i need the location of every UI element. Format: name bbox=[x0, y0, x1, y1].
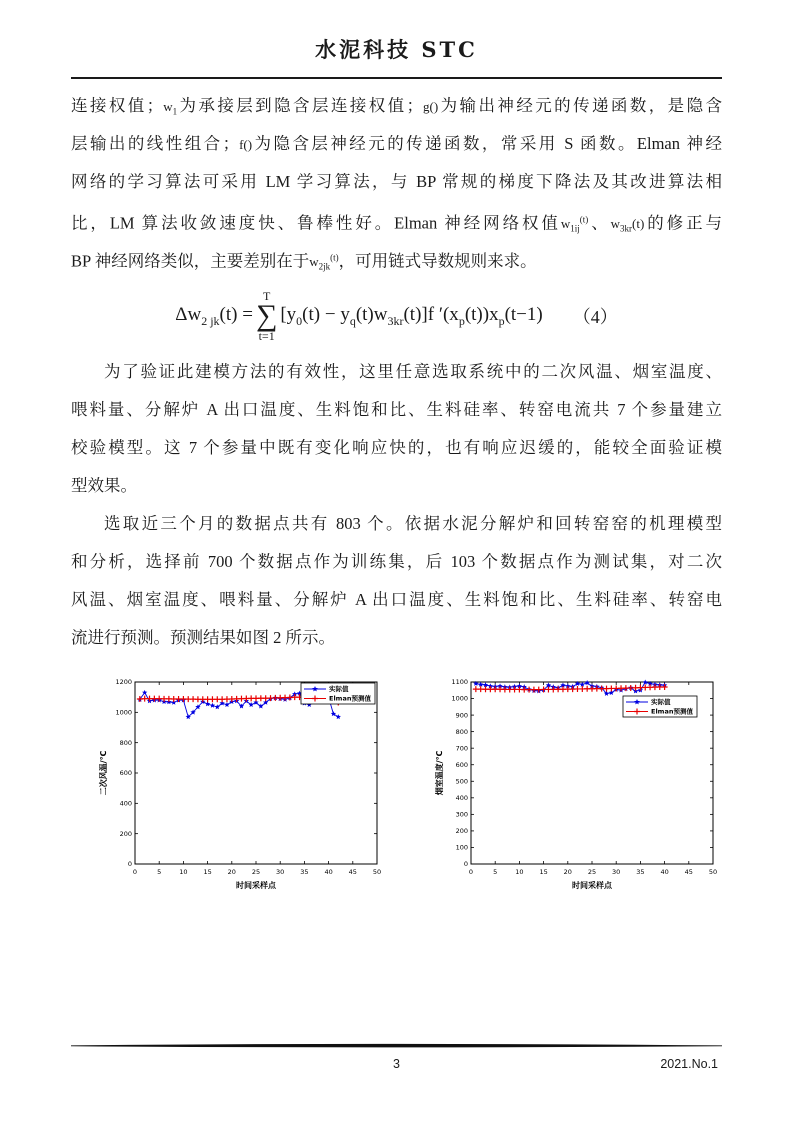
svg-text:10: 10 bbox=[179, 868, 188, 876]
equation-lhs: $\Delta w_{2 jk}(t)$ = bbox=[175, 303, 253, 328]
svg-text:35: 35 bbox=[636, 868, 645, 876]
svg-text:20: 20 bbox=[227, 868, 236, 876]
svg-text:0: 0 bbox=[463, 860, 468, 869]
x-axis-label: 时间采样点 bbox=[572, 881, 612, 890]
svg-text:40: 40 bbox=[660, 868, 669, 876]
svg-text:45: 45 bbox=[348, 868, 357, 876]
footer-rule bbox=[71, 1043, 722, 1049]
page-footer bbox=[71, 1036, 722, 1077]
svg-text:35: 35 bbox=[300, 868, 309, 876]
svg-text:0: 0 bbox=[127, 860, 132, 869]
svg-text:800: 800 bbox=[455, 727, 468, 736]
svg-text:5: 5 bbox=[493, 868, 498, 876]
paragraph-3 bbox=[71, 505, 722, 657]
svg-text:20: 20 bbox=[563, 868, 572, 876]
svg-text:25: 25 bbox=[587, 868, 597, 876]
equation-rhs: $[y_0(t) - y_q(t)w_{3kr}(t)]f$ $'(x_p(t))x_p(t-1)$ bbox=[280, 303, 543, 328]
svg-text:300: 300 bbox=[455, 810, 468, 819]
svg-text:500: 500 bbox=[455, 777, 468, 786]
equation-number: （4） bbox=[572, 307, 618, 327]
legend-label: Elman预测值 bbox=[651, 707, 693, 716]
journal-title: 水泥科技 STC bbox=[315, 37, 478, 62]
body-line: 喂料量、分解炉 A 出口温度、生料饱和比、生料硅率、转窑电流共 7 个参量建立 bbox=[71, 400, 722, 419]
body-text bbox=[71, 87, 722, 657]
summation-lower-limit: t=1 bbox=[258, 329, 275, 343]
svg-text:30: 30 bbox=[276, 868, 285, 876]
chart-smoke-chamber-temperature bbox=[431, 674, 723, 898]
body-line: 网络的学习算法可采用 LM 学习算法，与 BP 常规的梯度下降法及其改进算法相 bbox=[71, 172, 722, 191]
body-line: 连接权值；$w_1$为承接层到隐含层连接权值；g()为输出神经元的传递函数，是隐含 bbox=[71, 96, 723, 117]
svg-text:15: 15 bbox=[539, 868, 548, 876]
body-line: 层输出的线性组合；f()为隐含层神经元的传递函数，常采用 S 函数。Elman 神经 bbox=[71, 134, 722, 153]
body-line: 和分析，选择前 700 个数据点作为训练集，后 103 个数据点作为测试集，对二次 bbox=[71, 552, 722, 571]
svg-text:50: 50 bbox=[708, 868, 718, 876]
summation-upper-limit: T bbox=[262, 289, 271, 303]
svg-text:700: 700 bbox=[455, 744, 468, 753]
svg-text:600: 600 bbox=[119, 769, 132, 778]
body-line: 为了验证此建模方法的有效性，这里任意选取系统中的二次风温、烟室温度、 bbox=[104, 362, 722, 381]
page-content bbox=[71, 36, 722, 898]
paragraph-1 bbox=[71, 87, 722, 277]
svg-text:15: 15 bbox=[203, 868, 212, 876]
legend-label: Elman预测值 bbox=[329, 694, 371, 703]
x-axis-label: 时间采样点 bbox=[236, 881, 276, 890]
page-number: 3 bbox=[393, 1057, 400, 1071]
svg-text:200: 200 bbox=[455, 827, 468, 836]
svg-text:0: 0 bbox=[132, 868, 138, 876]
issue-label: 2021.No.1 bbox=[660, 1057, 718, 1071]
summation bbox=[256, 290, 277, 342]
chart-svg bbox=[95, 674, 387, 898]
svg-text:5: 5 bbox=[157, 868, 162, 876]
svg-text:200: 200 bbox=[119, 829, 132, 838]
svg-text:10: 10 bbox=[515, 868, 524, 876]
sigma-symbol: ∑ bbox=[255, 299, 278, 332]
svg-text:1100: 1100 bbox=[451, 678, 468, 687]
svg-text:800: 800 bbox=[119, 738, 132, 747]
svg-text:45: 45 bbox=[684, 868, 693, 876]
svg-text:400: 400 bbox=[119, 799, 132, 808]
legend-label: 实际值 bbox=[651, 698, 671, 707]
footer-text bbox=[71, 1057, 722, 1077]
svg-text:40: 40 bbox=[324, 868, 333, 876]
y-axis-label: 二次风温/℃ bbox=[99, 750, 108, 796]
svg-text:1000: 1000 bbox=[115, 708, 132, 717]
body-line: 风温、烟室温度、喂料量、分解炉 A 出口温度、生料饱和比、生料硅率、转窑电 bbox=[71, 590, 722, 609]
equation-4 bbox=[71, 281, 722, 351]
svg-text:900: 900 bbox=[455, 711, 468, 720]
body-line: 比，LM 算法收敛速度快、鲁棒性好。Elman 神经网络权值$w_{1ij}^{(t)}$、$w_{3kr}(t)$的修正与 bbox=[71, 213, 723, 234]
svg-text:30: 30 bbox=[612, 868, 621, 876]
svg-text:400: 400 bbox=[455, 794, 468, 803]
svg-text:600: 600 bbox=[455, 760, 468, 769]
body-line: 校验模型。这 7 个参量中既有变化响应快的，也有响应迟缓的，能较全面验证模 bbox=[71, 438, 722, 457]
legend-label: 实际值 bbox=[329, 685, 349, 694]
header-rule bbox=[71, 77, 722, 79]
svg-text:25: 25 bbox=[251, 868, 261, 876]
svg-text:50: 50 bbox=[372, 868, 382, 876]
body-line: BP 神经网络类似，主要差别在于$w_{2jk}^{(t)}$，可用链式导数规则来求。 bbox=[71, 251, 537, 272]
figure-2 bbox=[71, 674, 722, 898]
body-line: 型效果。 bbox=[71, 476, 137, 495]
chart-secondary-air-temperature bbox=[95, 674, 387, 898]
body-line: 流进行预测。预测结果如图 2 所示。 bbox=[71, 628, 335, 647]
chart-svg bbox=[431, 674, 723, 898]
svg-text:1000: 1000 bbox=[451, 694, 468, 703]
svg-text:0: 0 bbox=[468, 868, 474, 876]
body-line: 选取近三个月的数据点共有 803 个。依据水泥分解炉和回转窑窑的机理模型 bbox=[104, 514, 722, 533]
svg-text:1200: 1200 bbox=[115, 678, 132, 687]
svg-text:100: 100 bbox=[455, 843, 468, 852]
y-axis-label: 烟室温度/℃ bbox=[435, 750, 444, 796]
paragraph-2 bbox=[71, 353, 722, 505]
